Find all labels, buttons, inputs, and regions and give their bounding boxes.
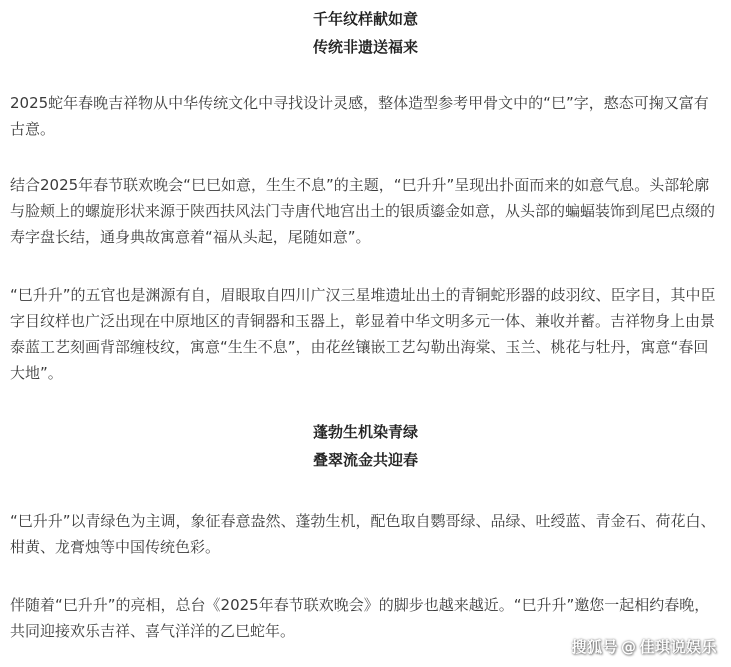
section-heading-2 (0, 418, 731, 474)
watermark-account: 佳琪说娱乐 (639, 638, 717, 656)
watermark-prefix: 搜狐号 (571, 638, 618, 656)
paragraph-closing: 伴随着“巳升升”的亮相，总台《2025年春节联欢晚会》的脚步也越来越近。“巳升升”邀您一起相约春晚，共同迎接欢乐吉祥、喜气洋洋的乙巳蛇年。 (10, 596, 710, 640)
section-heading-1 (0, 5, 731, 61)
paragraph-theme: 结合2025年春节联欢晚会“巳巳如意，生生不息”的主题，“巳升升”呈现出扑面而来的如意气息。头部轮廓与脸颊上的螺旋形状来源于陕西扶风法门寺唐代地宫出土的银质鎏金如意，从头部的蝙蝠装饰到尾巴点缀的寿字盘长结，通身典故寓意着“福从头起，尾随如意”。 (10, 176, 716, 246)
section-heading-1-line2: 传统非遗送福来 (312, 38, 418, 56)
source-watermark (571, 636, 717, 657)
at-icon: @ (620, 637, 637, 656)
paragraph-intro: 2025蛇年春晚吉祥物从中华传统文化中寻找设计灵感，整体造型参考甲骨文中的“巳”字，憨态可掬又富有古意。 (10, 94, 709, 138)
section-heading-1-line1: 千年纹样献如意 (312, 10, 418, 28)
section-heading-2-line1: 蓬勃生机染青绿 (312, 423, 418, 441)
paragraph-features: “巳升升”的五官也是渊源有自，眉眼取自四川广汉三星堆遗址出土的青铜蛇形器的歧羽纹、臣字目，其中臣字目纹样也广泛出现在中原地区的青铜器和玉器上，彰显着中华文明多元一体、兼收并蓄。吉祥物身上由景泰蓝工艺刻画背部缠枝纹，寓意“生生不息”，由花丝镶嵌工艺勾勒出海棠、玉兰、桃花与牡丹，寓意“春回大地”。 (10, 286, 716, 382)
section-heading-2-line2: 叠翠流金共迎春 (312, 451, 418, 469)
paragraph-colors: “巳升升”以青绿色为主调，象征春意盎然、蓬勃生机，配色取自鹦哥绿、品绿、吐绶蓝、青金石、荷花白、柑黄、龙膏烛等中国传统色彩。 (10, 512, 716, 556)
